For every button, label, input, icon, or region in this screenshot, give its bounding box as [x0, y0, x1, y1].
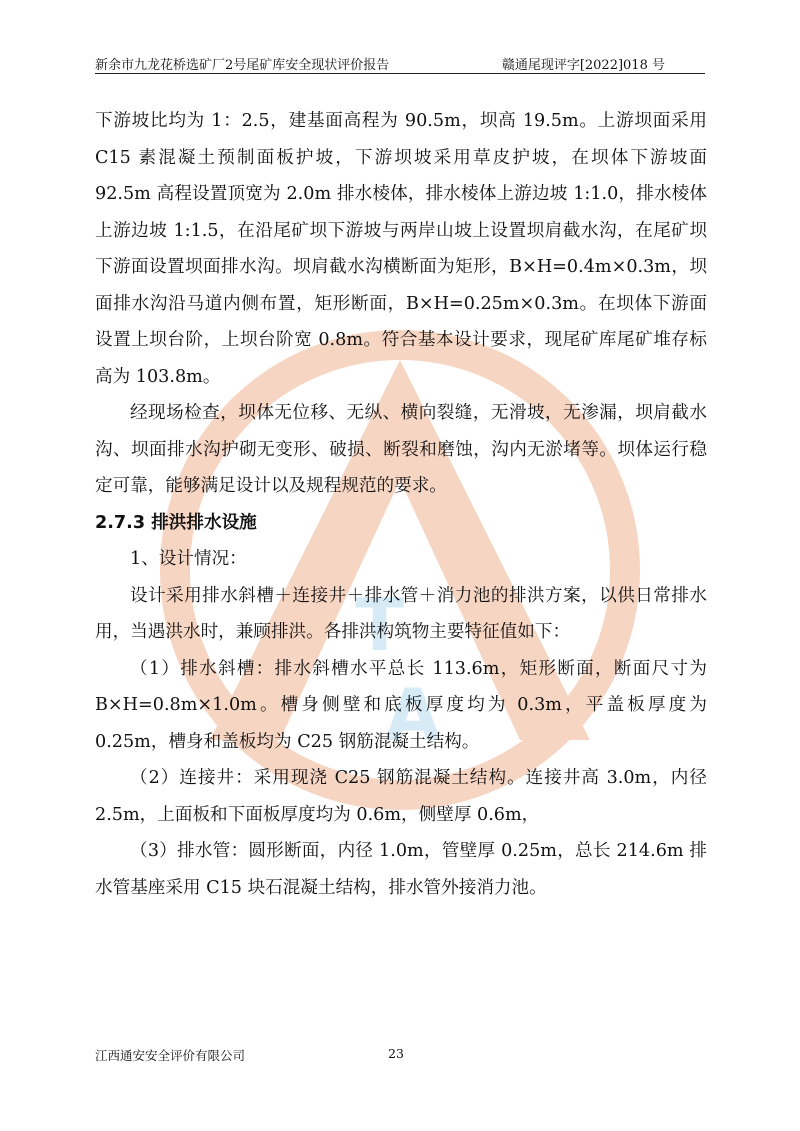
section-heading: 2.7.3 排洪排水设施 — [95, 512, 257, 533]
svg-text:T: T — [355, 583, 405, 667]
header-divider — [95, 73, 705, 74]
paragraph-chute: （1）排水斜槽：排水斜槽水平总长 113.6m，矩形断面，断面尺寸为 B×H=0.8m×1.0m。槽身侧壁和底板厚度均为 0.3m，平盖板厚度为 0.25m，槽身和盖板均为 C25 钢筋混凝土结构。 — [95, 658, 707, 752]
header-report-number: 赣通尾现评字[2022]018 号 — [501, 58, 665, 73]
paragraph-design-heading: 1、设计情况： — [130, 549, 247, 569]
paragraph-drain-pipe: （3）排水管：圆形断面，内径 1.0m，管壁厚 0.25m，总长 214.6m 排水管基座采用 C15 块石混凝土结构，排水管外接消力池。 — [95, 841, 707, 898]
document-body — [95, 103, 707, 906]
svg-text:A: A — [385, 673, 441, 757]
paragraph-connection-well: （2）连接井：采用现浇 C25 钢筋混凝土结构。连接井高 3.0m，内径 2.5m，上面板和下面板厚度均为 0.6m，侧壁厚 0.6m， — [95, 768, 707, 825]
page-header — [95, 50, 705, 74]
footer-company: 江西通安安全评价有限公司 — [95, 1048, 246, 1063]
paragraph-site-inspection: 经现场检查，坝体无位移、无纵、横向裂缝，无滑坡，无渗漏，坝肩截水沟、坝面排水沟护砌无变形、破损、断裂和磨蚀，沟内无淤堵等。坝体运行稳定可靠，能够满足设计以及规程规范的要求。 — [95, 403, 707, 496]
paragraph-dam-slope: 下游坡比均为 1：2.5，建基面高程为 90.5m，坝高 19.5m。上游坝面采用 C15 素混凝土预制面板护坡，下游坝坡采用草皮护坡，在坝体下游坡面 92.5m 高程设置顶宽为 2.0m 排水棱体，排水棱体上游边坡 1:1.0，排水棱体上游边坡 1:1.5，在沿尾矿坝下游坡与两岸山坡上设置坝肩截水沟，在尾矿坝下游面设置坝面排水沟。坝肩截水沟横断面为矩形，B×H=0.4m×0.3m，坝面排水沟沿马道内侧布置，矩形断面，B×H=0.25m×0.3m。在坝体下游面设置上坝台阶，上坝台阶宽 0.8m。符合基本设计要求，现尾矿库尾矿堆存标高为 103.8m。 — [95, 111, 707, 387]
header-report-title: 新余市九龙花桥选矿厂2号尾矿库安全现状评价报告 — [95, 58, 390, 73]
paragraph-design-scheme: 设计采用排水斜槽＋连接井＋排水管＋消力池的排洪方案，以供日常排水用，当遇洪水时，兼顾排洪。各排洪构筑物主要特征值如下： — [95, 585, 707, 642]
page-number: 23 — [388, 1046, 404, 1061]
